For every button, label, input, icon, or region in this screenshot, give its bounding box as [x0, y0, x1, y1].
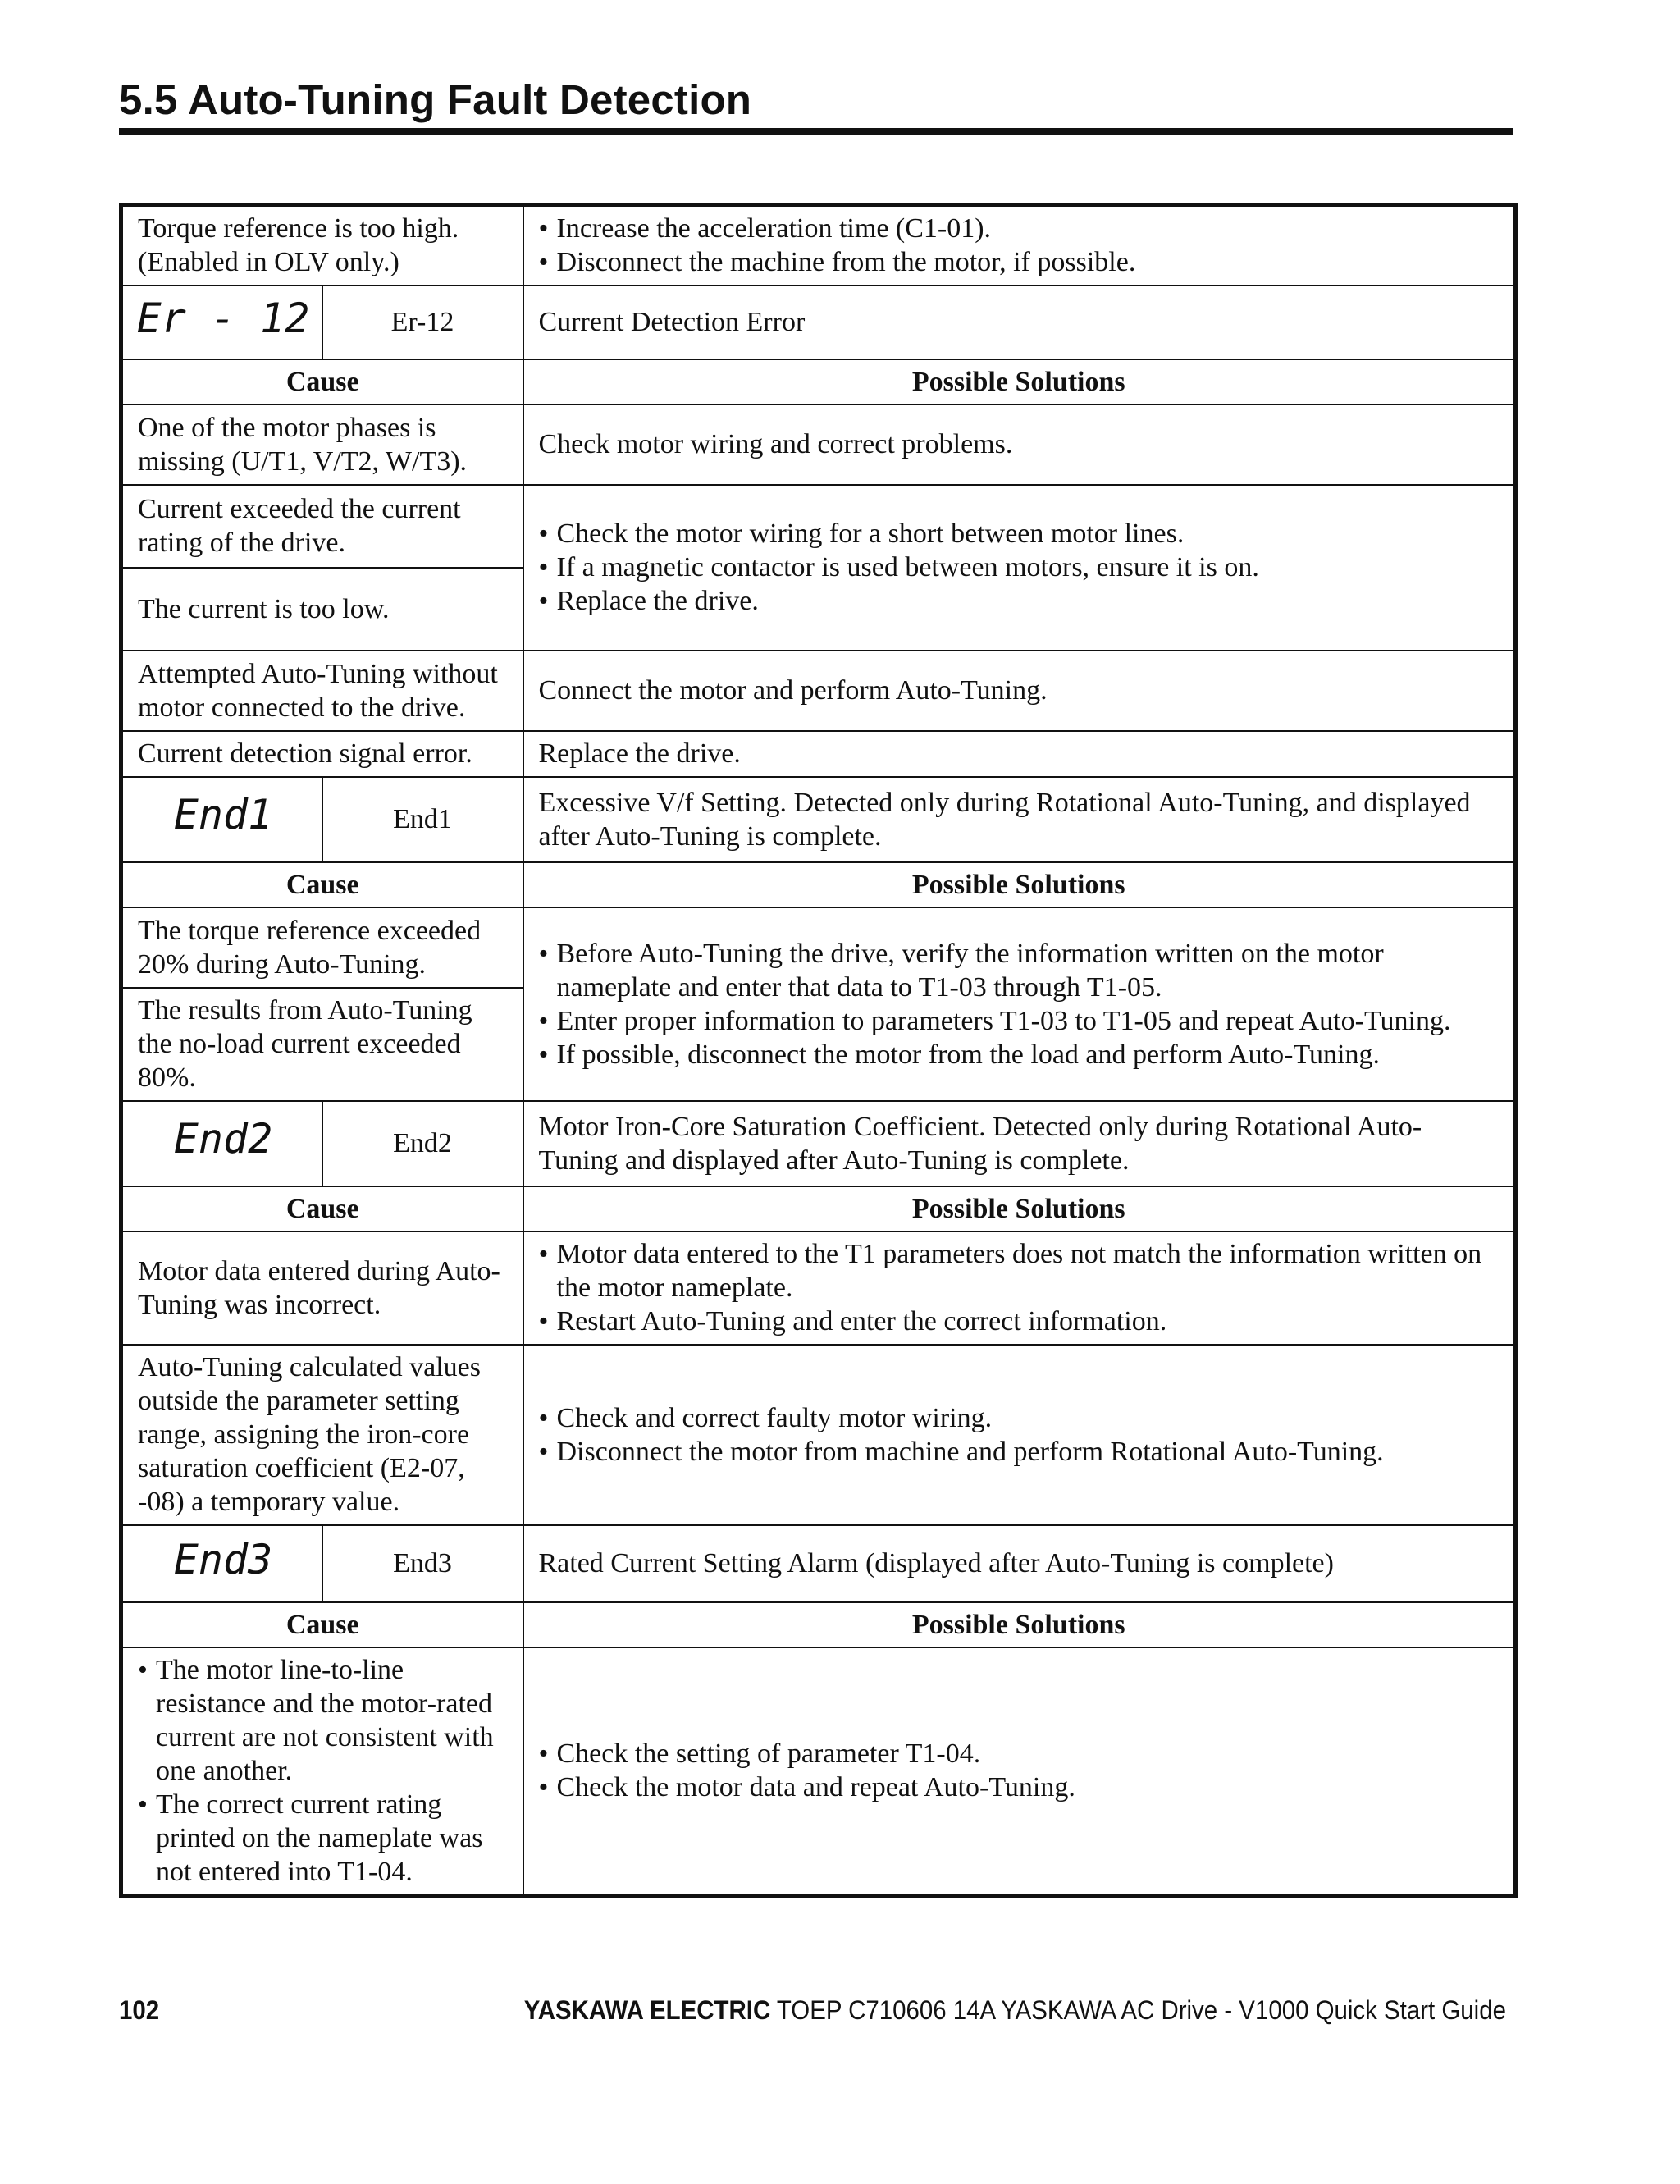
top-cause-line: (Enabled in OLV only.) [138, 247, 399, 278]
column-header-row [121, 1602, 1516, 1647]
footer-doc-text: TOEP C710606 14A YASKAWA AC Drive - V1000 Quick Start Guide [770, 1995, 1506, 2025]
solution-cell [523, 1231, 1516, 1345]
solution-item: • Replace the drive. [539, 584, 1500, 618]
column-header-row [121, 862, 1516, 907]
fault-header-row [121, 1101, 1516, 1186]
solution-item: • If possible, disconnect the motor from the load and perform Auto-Tuning. [539, 1038, 1500, 1071]
cause-header: Cause [121, 1186, 523, 1231]
cause-header: Cause [121, 359, 523, 404]
solution-cell: Check motor wiring and correct problems. [523, 404, 1516, 485]
end2-display-text: End2 [173, 1114, 273, 1163]
solutions-header: Possible Solutions [523, 1186, 1516, 1231]
footer-doc-info [524, 1995, 1506, 2026]
solution-item: • Enter proper information to parameters T1-03 to T1-05 and repeat Auto-Tuning. [539, 1004, 1500, 1038]
table-row [121, 651, 1516, 731]
solution-cell [523, 1345, 1516, 1525]
end2-display-cell [121, 1101, 322, 1186]
cause-cell: Attempted Auto-Tuning without motor connected to the drive. [121, 651, 523, 731]
top-cause-line: Torque reference is too high. [138, 213, 459, 244]
end2-code: End2 [322, 1101, 523, 1186]
cause-cell: The torque reference exceeded 20% during Auto-Tuning. [121, 907, 523, 988]
table-row [121, 205, 1516, 286]
column-header-row [121, 359, 1516, 404]
solution-item: • If a magnetic contactor is used between motors, ensure it is on. [539, 551, 1500, 584]
column-header-row [121, 1186, 1516, 1231]
table-row [121, 907, 1516, 988]
fault-table [119, 203, 1518, 1898]
solution-item: • Restart Auto-Tuning and enter the correct information. [539, 1304, 1500, 1338]
title-rule [119, 128, 1513, 135]
er12-display [123, 286, 324, 350]
cause-item: • The correct current rating printed on the nameplate was not entered into T1-04. [138, 1788, 508, 1889]
top-solutions [523, 205, 1516, 286]
solutions-header: Possible Solutions [523, 1602, 1516, 1647]
cause-cell: Motor data entered during Auto-Tuning was incorrect. [121, 1231, 523, 1345]
table-row [121, 404, 1516, 485]
end1-display-text: End1 [173, 790, 273, 838]
solution-item: • Before Auto-Tuning the drive, verify the information written on the motor nameplate and enter that data to T1-03 through T1-05. [539, 937, 1500, 1004]
cause-cell [121, 1647, 523, 1896]
end2-description: Motor Iron-Core Saturation Coefficient. Detected only during Rotational Auto-Tuning and displayed after Auto-Tuning is complete. [523, 1101, 1516, 1186]
end3-description: Rated Current Setting Alarm (displayed after Auto-Tuning is complete) [523, 1525, 1516, 1602]
er12-description: Current Detection Error [523, 286, 1516, 359]
solution-item: • Check the motor data and repeat Auto-Tuning. [539, 1771, 1500, 1804]
end1-display-cell [121, 777, 322, 862]
solution-cell [523, 907, 1516, 1101]
solution-item: • Check and correct faulty motor wiring. [539, 1401, 1500, 1435]
table-row [121, 1647, 1516, 1896]
end2-display [123, 1102, 324, 1177]
solution-item: • Disconnect the motor from machine and perform Rotational Auto-Tuning. [539, 1435, 1500, 1469]
end3-display-text: End3 [173, 1535, 273, 1583]
cause-cell: One of the motor phases is missing (U/T1, V/T2, W/T3). [121, 404, 523, 485]
fault-header-row [121, 1525, 1516, 1602]
cause-cell: Current detection signal error. [121, 731, 523, 777]
end1-display [123, 778, 324, 853]
solution-item: • Check the motor wiring for a short between motor lines. [539, 517, 1500, 551]
end3-display [123, 1526, 324, 1593]
solution-item: • Increase the acceleration time (C1-01). [539, 212, 1500, 245]
table-row [121, 1345, 1516, 1525]
solutions-header: Possible Solutions [523, 862, 1516, 907]
cause-cell: The results from Auto-Tuning the no-load current exceeded 80%. [121, 988, 523, 1101]
solution-item: • Check the setting of parameter T1-04. [539, 1737, 1500, 1771]
end3-code: End3 [322, 1525, 523, 1602]
page-number: 102 [119, 1995, 160, 2025]
cause-header: Cause [121, 1602, 523, 1647]
end1-description: Excessive V/f Setting. Detected only during Rotational Auto-Tuning, and displayed after Auto-Tuning is complete. [523, 777, 1516, 862]
fault-header-row [121, 777, 1516, 862]
er12-display-text: Er - 12 [136, 294, 310, 342]
top-cause [121, 205, 523, 286]
fault-header-row [121, 286, 1516, 359]
cause-item: • The motor line-to-line resistance and the motor-rated current are not consistent with one another. [138, 1653, 508, 1788]
table-row [121, 1231, 1516, 1345]
cause-cell: Auto-Tuning calculated values outside the parameter setting range, assigning the iron-core saturation coefficient (E2-07, -08) a temporary value. [121, 1345, 523, 1525]
solution-cell [523, 485, 1516, 651]
solution-cell [523, 1647, 1516, 1896]
footer-brand: YASKAWA ELECTRIC [523, 1995, 771, 2025]
solution-cell: Replace the drive. [523, 731, 1516, 777]
table-row [121, 485, 1516, 568]
er12-display-cell [121, 286, 322, 359]
solutions-header: Possible Solutions [523, 359, 1516, 404]
cause-cell: The current is too low. [121, 568, 523, 651]
end3-display-cell [121, 1525, 322, 1602]
solution-cell: Connect the motor and perform Auto-Tuning. [523, 651, 1516, 731]
solution-item: • Motor data entered to the T1 parameters does not match the information written on the motor nameplate. [539, 1237, 1500, 1304]
table-row [121, 731, 1516, 777]
cause-cell: Current exceeded the current rating of the drive. [121, 485, 523, 568]
er12-code: Er-12 [322, 286, 523, 359]
cause-header: Cause [121, 862, 523, 907]
solution-item: • Disconnect the machine from the motor, if possible. [539, 245, 1500, 279]
section-title: 5.5 Auto-Tuning Fault Detection [119, 76, 752, 123]
end1-code: End1 [322, 777, 523, 862]
